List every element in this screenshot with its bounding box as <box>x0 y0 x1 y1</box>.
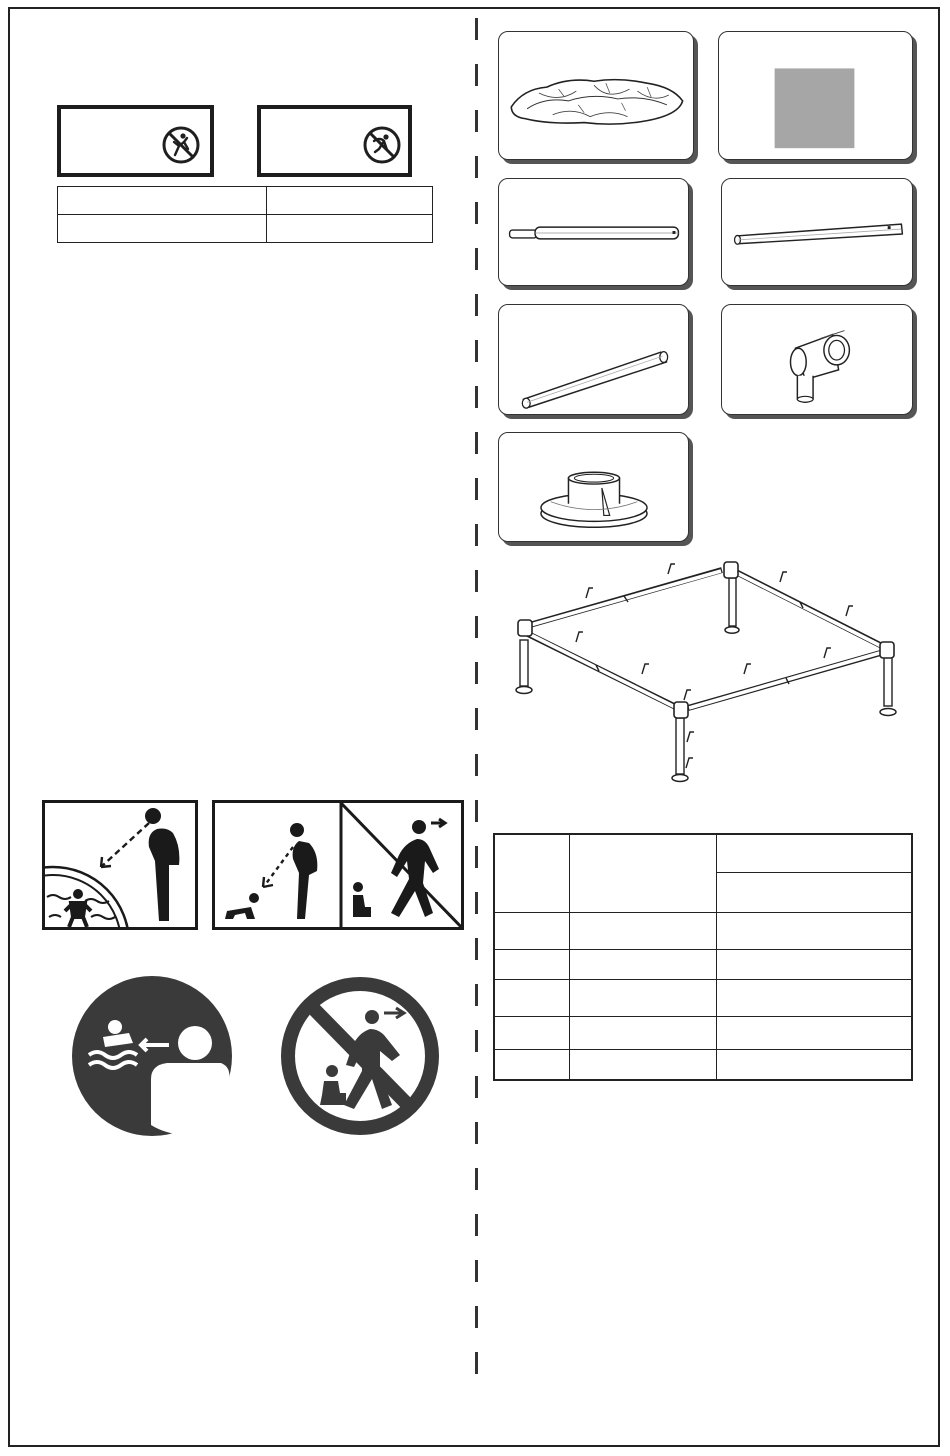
table-cell <box>570 834 717 912</box>
table-cell <box>717 949 913 979</box>
table-row <box>494 1016 912 1049</box>
repair-patch-icon <box>719 32 912 159</box>
table-row <box>494 834 912 872</box>
warning-panel-supervise <box>212 800 464 930</box>
part-card-leg-cap <box>498 432 689 542</box>
no-diving-icon <box>161 125 201 165</box>
part-card-liner <box>498 31 694 160</box>
table-row <box>494 912 912 949</box>
table-cell <box>58 187 267 215</box>
table-cell <box>58 215 267 243</box>
leg-cap-icon <box>499 433 688 541</box>
spec-table <box>493 833 913 1081</box>
do-not-leave-child-icon <box>341 803 464 930</box>
do-not-leave-unattended-icon <box>280 975 440 1137</box>
table-cell <box>494 912 570 949</box>
depth-sign-right <box>257 105 412 177</box>
horizontal-beam-b-icon <box>722 179 912 285</box>
depth-sign-left <box>57 105 214 177</box>
table-cell <box>494 1016 570 1049</box>
table-cell <box>267 187 433 215</box>
table-cell <box>494 979 570 1016</box>
vertical-leg-icon <box>499 305 688 414</box>
part-card-beam-a <box>498 178 689 286</box>
part-card-beam-b <box>721 178 913 286</box>
keep-children-in-reach-icon <box>71 975 233 1137</box>
horizontal-beam-a-icon <box>499 179 688 285</box>
table-cell <box>570 949 717 979</box>
table-cell <box>494 834 570 912</box>
warning-panel-pool <box>42 800 198 930</box>
part-card-joint <box>721 304 913 415</box>
table-cell <box>717 1049 913 1080</box>
table-cell <box>267 215 433 243</box>
table-cell <box>570 1016 717 1049</box>
table-row <box>494 979 912 1016</box>
t-joint-icon <box>722 305 912 414</box>
pool-liner-icon <box>499 32 693 159</box>
column-divider <box>475 18 478 1398</box>
depth-table <box>57 186 433 243</box>
part-card-leg <box>498 304 689 415</box>
table-cell <box>570 1049 717 1080</box>
table-row <box>494 949 912 979</box>
part-card-patch <box>718 31 913 160</box>
table-cell <box>570 912 717 949</box>
table-cell <box>570 979 717 1016</box>
table-cell <box>717 912 913 949</box>
table-cell <box>717 1016 913 1049</box>
frame-assembly-icon <box>500 556 920 792</box>
table-cell <box>717 834 913 872</box>
table-row <box>58 215 433 243</box>
no-jumping-icon <box>362 125 402 165</box>
table-cell <box>494 1049 570 1080</box>
table-row <box>494 1049 912 1080</box>
watch-children-in-pool-icon <box>45 803 198 930</box>
table-cell <box>717 872 913 912</box>
table-row <box>58 187 433 215</box>
table-cell <box>494 949 570 979</box>
table-cell <box>717 979 913 1016</box>
